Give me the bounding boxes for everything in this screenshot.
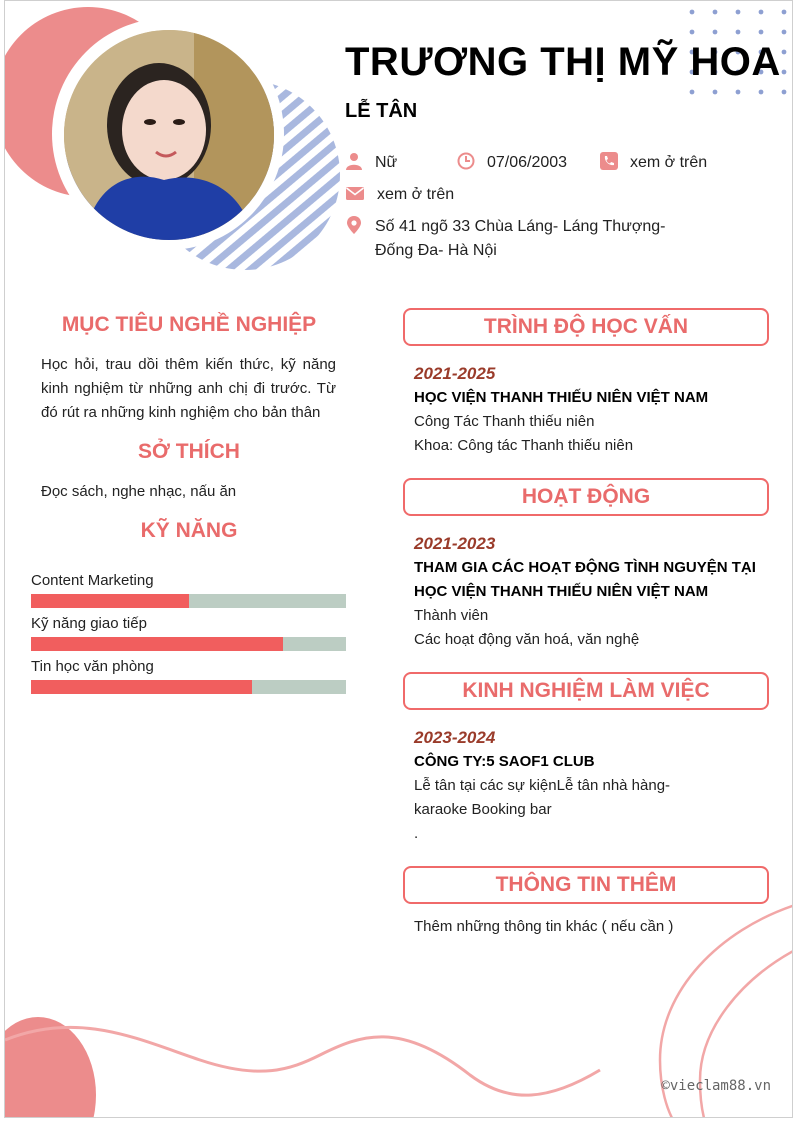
email-value: xem ở trên: [377, 186, 455, 203]
skill-label: Tin học văn phòng: [31, 658, 154, 675]
education-title: TRÌNH ĐỘ HỌC VẤN: [403, 308, 769, 346]
profile-photo-image: [64, 30, 274, 240]
phone-row: [600, 151, 707, 175]
activities-org-line-2: HỌC VIỆN THANH THIẾU NIÊN VIỆT NAM: [414, 583, 709, 600]
skill-bar: [31, 594, 346, 608]
clock-icon: [457, 152, 475, 170]
skill-item: [31, 615, 346, 651]
address-line-1: Số 41 ngõ 33 Chùa Láng- Láng Thượng-: [375, 218, 666, 235]
address-value: [375, 215, 665, 263]
experience-line-3: .: [414, 825, 419, 842]
hobbies-text: Đọc sách, nghe nhạc, nấu ăn: [41, 483, 237, 500]
extra-text: Thêm những thông tin khác ( nếu cần ): [414, 918, 674, 935]
skill-label: Content Marketing: [31, 572, 154, 589]
activities-line-1: Thành viên: [414, 607, 489, 624]
experience-year: 2023-2024: [414, 728, 496, 747]
birthdate-row: [457, 151, 567, 175]
skill-label: Kỹ năng giao tiếp: [31, 615, 147, 632]
education-year: 2021-2025: [414, 364, 496, 383]
address-row: [345, 215, 665, 263]
skill-item: [31, 658, 346, 694]
map-pin-icon: [345, 216, 363, 234]
person-icon: [345, 152, 363, 170]
activities-org-line-1: THAM GIA CÁC HOẠT ĐỘNG TÌNH NGUYỆN TẠI: [414, 559, 756, 576]
email-row: [345, 183, 454, 207]
phone-value: xem ở trên: [630, 154, 708, 171]
skill-bar-fill: [31, 594, 189, 608]
envelope-icon: [345, 184, 365, 202]
birthdate-value: 07/06/2003: [487, 154, 568, 171]
skills-title: KỸ NĂNG: [140, 519, 238, 542]
education-line-1: Công Tác Thanh thiếu niên: [414, 413, 595, 430]
experience-line-2: karaoke Booking bar: [414, 801, 552, 818]
gender-row: [345, 151, 397, 175]
objective-title: MỤC TIÊU NGHỀ NGHIỆP: [61, 313, 317, 336]
education-line-2: Khoa: Công tác Thanh thiếu niên: [414, 437, 634, 454]
profile-photo: [64, 30, 274, 240]
candidate-name: TRƯƠNG THỊ MỸ HOA: [345, 40, 781, 84]
activities-year: 2021-2023: [414, 534, 496, 553]
experience-title: KINH NGHIỆM LÀM VIỆC: [403, 672, 769, 710]
skill-bar-fill: [31, 637, 283, 651]
extra-title: THÔNG TIN THÊM: [403, 866, 769, 904]
gender-value: Nữ: [375, 154, 398, 171]
activities-title: HOẠT ĐỘNG: [403, 478, 769, 516]
skill-bar: [31, 637, 346, 651]
skill-bar: [31, 680, 346, 694]
education-org: HỌC VIỆN THANH THIẾU NIÊN VIỆT NAM: [414, 389, 709, 406]
hobbies-title: SỞ THÍCH: [138, 440, 240, 463]
experience-line-1: Lễ tân tại các sự kiệnLễ tân nhà hàng-: [414, 777, 671, 794]
watermark: ©vieclam88.vn: [661, 1078, 771, 1094]
skill-bar-fill: [31, 680, 252, 694]
address-line-2: Đống Đa- Hà Nội: [375, 242, 497, 259]
objective-text: Học hỏi, trau dồi thêm kiến thức, kỹ năng kinh nghiệm từ những anh chị đi trước. Từ đó rút ra những kinh nghiệm cho bản thân: [41, 356, 336, 421]
skill-item: [31, 572, 346, 608]
activities-line-2: Các hoạt động văn hoá, văn nghệ: [414, 631, 640, 648]
experience-org: CÔNG TY:5 SAOF1 CLUB: [414, 753, 595, 770]
candidate-role: LỄ TÂN: [345, 100, 418, 122]
phone-icon: [600, 152, 618, 170]
